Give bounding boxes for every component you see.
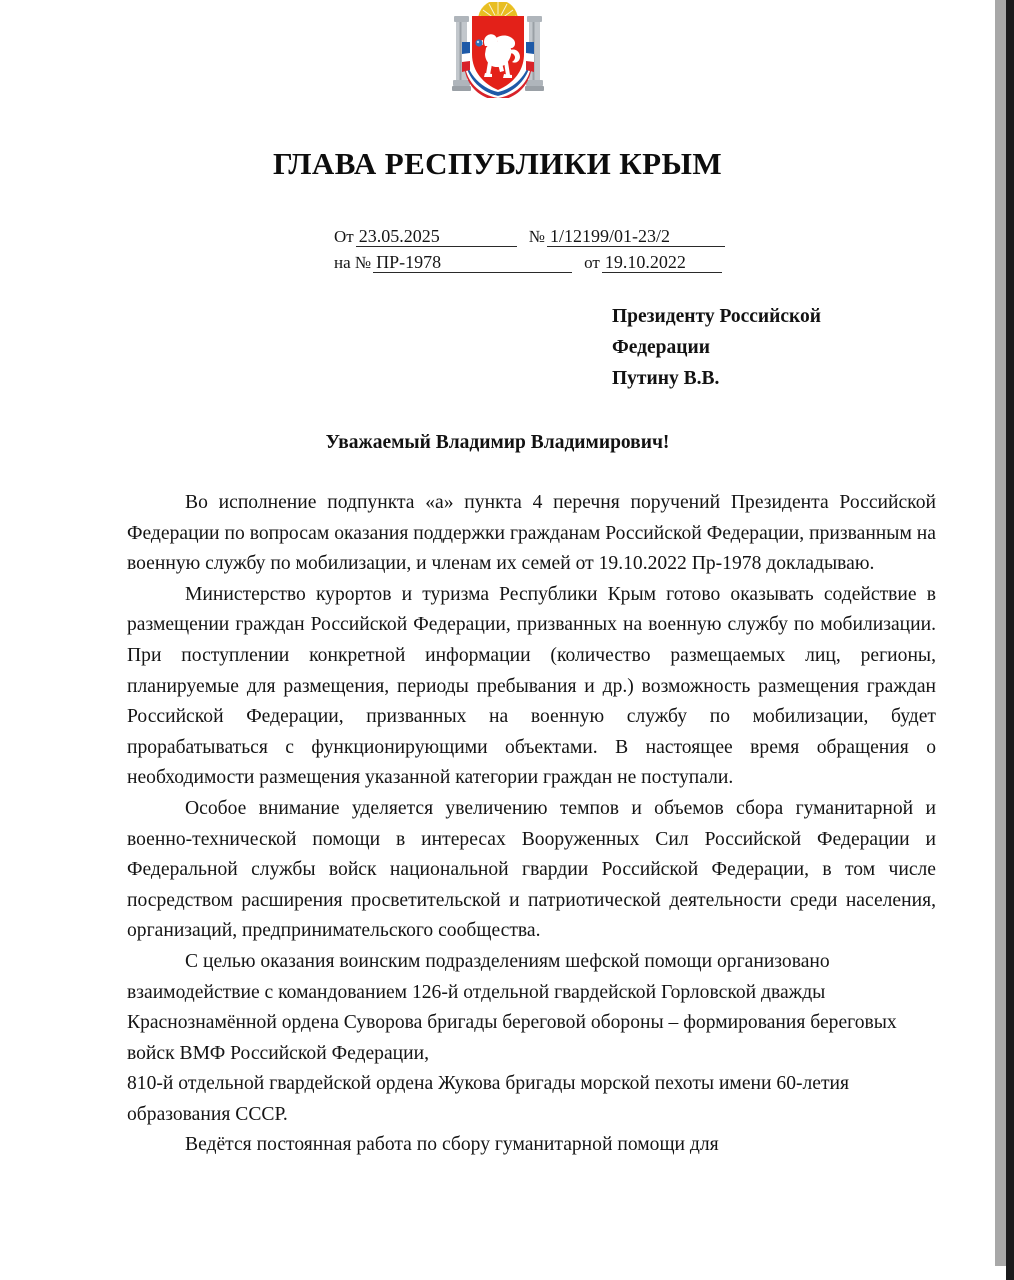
addressee-line-3: Путину В.В. (612, 368, 720, 389)
reference-row-incoming (334, 247, 694, 273)
number-value: 1/12199/01-23/2 (547, 226, 725, 247)
reference-block (334, 221, 694, 273)
from-date-value: 23.05.2025 (356, 226, 517, 247)
number-label: № (528, 227, 545, 246)
reference-row-outgoing (334, 221, 694, 247)
addressee-line-1: Президенту Российской (612, 306, 822, 327)
page-title: ГЛАВА РЕСПУБЛИКИ КРЫМ (272, 146, 723, 181)
body-paragraph-4: С целью оказания воинским подразделениям шефской помощи организовано взаимодействие с командованием 126-й отдельной гвардейской Горловской дважды Краснознамённой ордена Суворова бригады береговой обороны – формирования береговых войск ВМФ Российской Федерации, (127, 950, 897, 1064)
reply-to-value: ПР-1978 (373, 252, 572, 273)
salutation: Уважаемый Владимир Владимирович! (325, 432, 670, 453)
addressee-block (612, 301, 942, 394)
body-paragraph-3: Особое внимание уделяется увеличению темпов и объемов сбора гуманитарной и военно-технической помощи в интересах Вооруженных Сил Российской Федерации и Федеральной службы войск национальной гвардии Российской Федерации, в том числе посредством расширения просветительской и патриотической деятельности среди населения, организаций, предпринимательского сообщества. (127, 797, 936, 942)
body-paragraph-5: 810-й отдельной гвардейской ордена Жукова бригады морской пехоты имени 60-летия образования СССР. (127, 1073, 850, 1125)
emblem-container (0, 2, 995, 98)
document-body (127, 488, 936, 1161)
body-paragraph-6: Ведётся постоянная работа по сбору гуманитарной помощи для (185, 1134, 719, 1156)
vertical-scrollbar-thumb[interactable] (995, 0, 1006, 1266)
coat-of-arms-republic-of-crimea-icon (442, 2, 554, 98)
reply-date-value: 19.10.2022 (602, 252, 722, 273)
from-label: От (334, 227, 354, 246)
viewer-right-gutter (1006, 0, 1014, 1280)
body-paragraph-1: Во исполнение подпункта «а» пункта 4 перечня поручений Президента Российской Федерации по вопросам оказания поддержки гражданам Российской Федерации, призванным на военную службу по мобилизации, и членам их семей от 19.10.2022 Пр-1978 докладываю. (127, 492, 936, 575)
reply-to-label: на № (334, 253, 372, 272)
body-paragraph-2: Министерство курортов и туризма Республики Крым готово оказывать содействие в размещении граждан Российской Федерации, призванных на военную службу по мобилизации. При поступлении конкретной информации (количество размещаемых лиц, регионы, планируемые для размещения, периоды пребывания и др.) возможность размещения граждан Российской Федерации, призванных на военную службу по мобилизации, будет прорабатываться с функционирующими объектами. В настоящее время обращения о необходимости размещения указанной категории граждан не поступали. (127, 583, 936, 789)
vertical-scrollbar-track[interactable] (995, 0, 1006, 1280)
reply-date-label: от (584, 253, 600, 272)
addressee-line-2: Федерации (612, 337, 710, 358)
